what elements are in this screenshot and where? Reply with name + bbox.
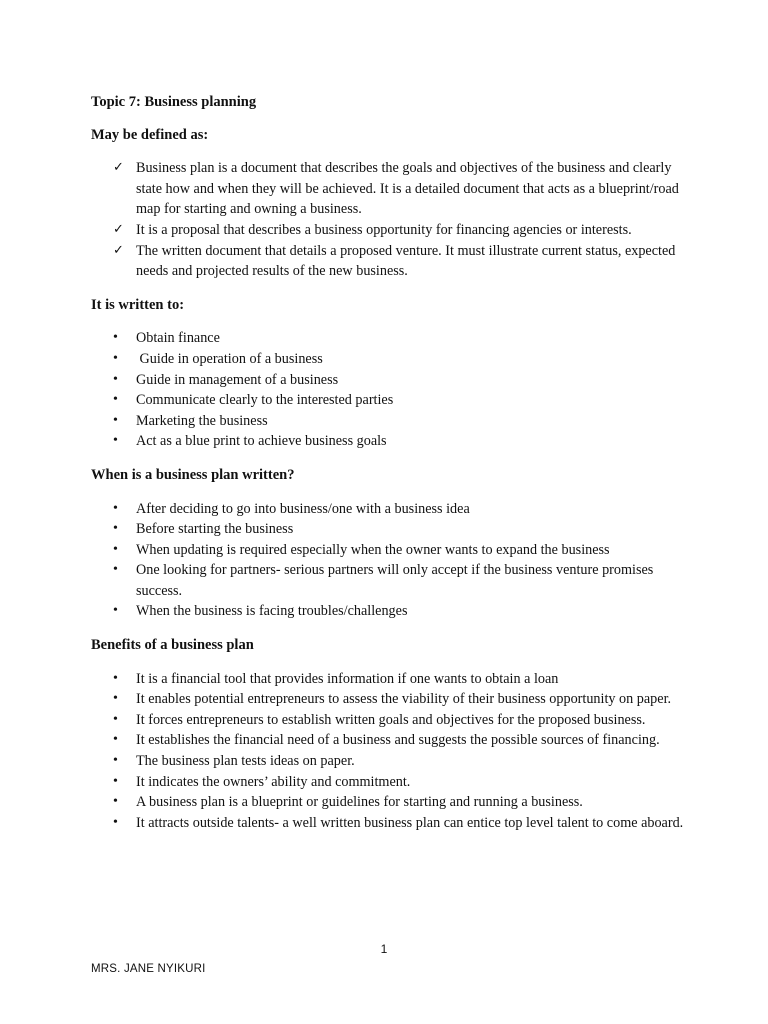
list-item [91, 669, 691, 690]
bullet-icon: • [113, 603, 118, 619]
list-item [91, 751, 691, 772]
list-item-text: It enables potential entrepreneurs to assess the viability of their business opportunity on paper. [136, 691, 672, 708]
page-content [91, 92, 691, 846]
bullet-icon: • [113, 670, 118, 686]
list-item [91, 328, 691, 349]
list-item [91, 560, 691, 601]
checkmark-icon: ✓ [113, 160, 124, 176]
bullet-icon: • [113, 433, 118, 449]
bullet-icon: • [113, 392, 118, 408]
definition-heading: May be defined as: [91, 126, 209, 143]
list-item [91, 689, 691, 710]
list-item-text: Guide in operation of a business [136, 350, 323, 367]
list-item-text: It attracts outside talents- a well written business plan can entice top level talent to come aboard. [136, 814, 684, 831]
bullet-icon: • [113, 794, 118, 810]
page-title: Topic 7: Business planning [91, 94, 257, 110]
list-item [91, 730, 691, 751]
bullet-icon: • [113, 541, 118, 557]
bullet-icon: • [113, 330, 118, 346]
list-item-text: It is a financial tool that provides information if one wants to obtain a loan [136, 670, 559, 687]
list-item-text: A business plan is a blueprint or guidelines for starting and running a business. [136, 794, 583, 811]
page-number: 1 [380, 942, 388, 956]
list-item [91, 813, 691, 834]
definition-list [91, 158, 691, 282]
bullet-icon: • [113, 521, 118, 537]
list-item-text: The business plan tests ideas on paper. [136, 753, 355, 770]
list-item-text: When the business is facing troubles/challenges [136, 603, 408, 620]
list-item [91, 158, 691, 220]
bullet-icon: • [113, 691, 118, 707]
checkmark-icon: ✓ [113, 221, 124, 237]
list-item-text: It establishes the financial need of a business and suggests the possible sources of financing. [136, 732, 660, 749]
list-item-text: One looking for partners- serious partners will only accept if the business venture promises success. [136, 562, 654, 599]
list-item-text: It is a proposal that describes a business opportunity for financing agencies or interests. [136, 221, 632, 238]
bullet-icon: • [113, 500, 118, 516]
bullet-icon: • [113, 814, 118, 830]
list-item [91, 220, 691, 241]
when-written-heading: When is a business plan written? [91, 466, 295, 483]
written-to-list [91, 328, 691, 452]
footer-author: MRS. JANE NYIKURI [91, 963, 206, 975]
list-item [91, 772, 691, 793]
list-item-text: The written document that details a proposed venture. It must illustrate current status, expected needs and projected results of the new business. [136, 242, 676, 280]
bullet-icon: • [113, 562, 118, 578]
list-item [91, 519, 691, 540]
list-item-text: When updating is required especially when the owner wants to expand the business [136, 541, 610, 558]
written-to-heading: It is written to: [91, 296, 185, 313]
benefits-heading: Benefits of a business plan [91, 637, 254, 654]
list-item [91, 349, 691, 370]
list-item [91, 370, 691, 391]
list-item [91, 411, 691, 432]
list-item [91, 499, 691, 520]
benefits-list [91, 669, 691, 834]
list-item-text: Before starting the business [136, 521, 294, 538]
bullet-icon: • [113, 371, 118, 387]
list-item-text: It forces entrepreneurs to establish written goals and objectives for the proposed business. [136, 711, 646, 728]
bullet-icon: • [113, 753, 118, 769]
list-item-text: It indicates the owners’ ability and commitment. [136, 773, 411, 790]
list-item-text: Guide in management of a business [136, 371, 339, 388]
list-item [91, 540, 691, 561]
checkmark-icon: ✓ [113, 242, 124, 258]
bullet-icon: • [113, 773, 118, 789]
bullet-icon: • [113, 732, 118, 748]
bullet-icon: • [113, 350, 118, 366]
bullet-icon: • [113, 711, 118, 727]
list-item [91, 390, 691, 411]
list-item-text: Obtain finance [136, 330, 220, 347]
list-item-text: Business plan is a document that describes the goals and objectives of the business and clearly state how and when they will be achieved. It is a detailed document that acts as a blueprint/road map for starting and owning a business. [136, 160, 679, 218]
list-item-text: Marketing the business [136, 412, 268, 429]
list-item [91, 241, 691, 282]
list-item-text: Act as a blue print to achieve business goals [136, 433, 387, 450]
list-item [91, 710, 691, 731]
list-item-text: Communicate clearly to the interested parties [136, 392, 394, 409]
bullet-icon: • [113, 412, 118, 428]
list-item [91, 431, 691, 452]
list-item [91, 601, 691, 622]
when-written-list [91, 499, 691, 623]
list-item-text: After deciding to go into business/one with a business idea [136, 500, 470, 517]
list-item [91, 792, 691, 813]
